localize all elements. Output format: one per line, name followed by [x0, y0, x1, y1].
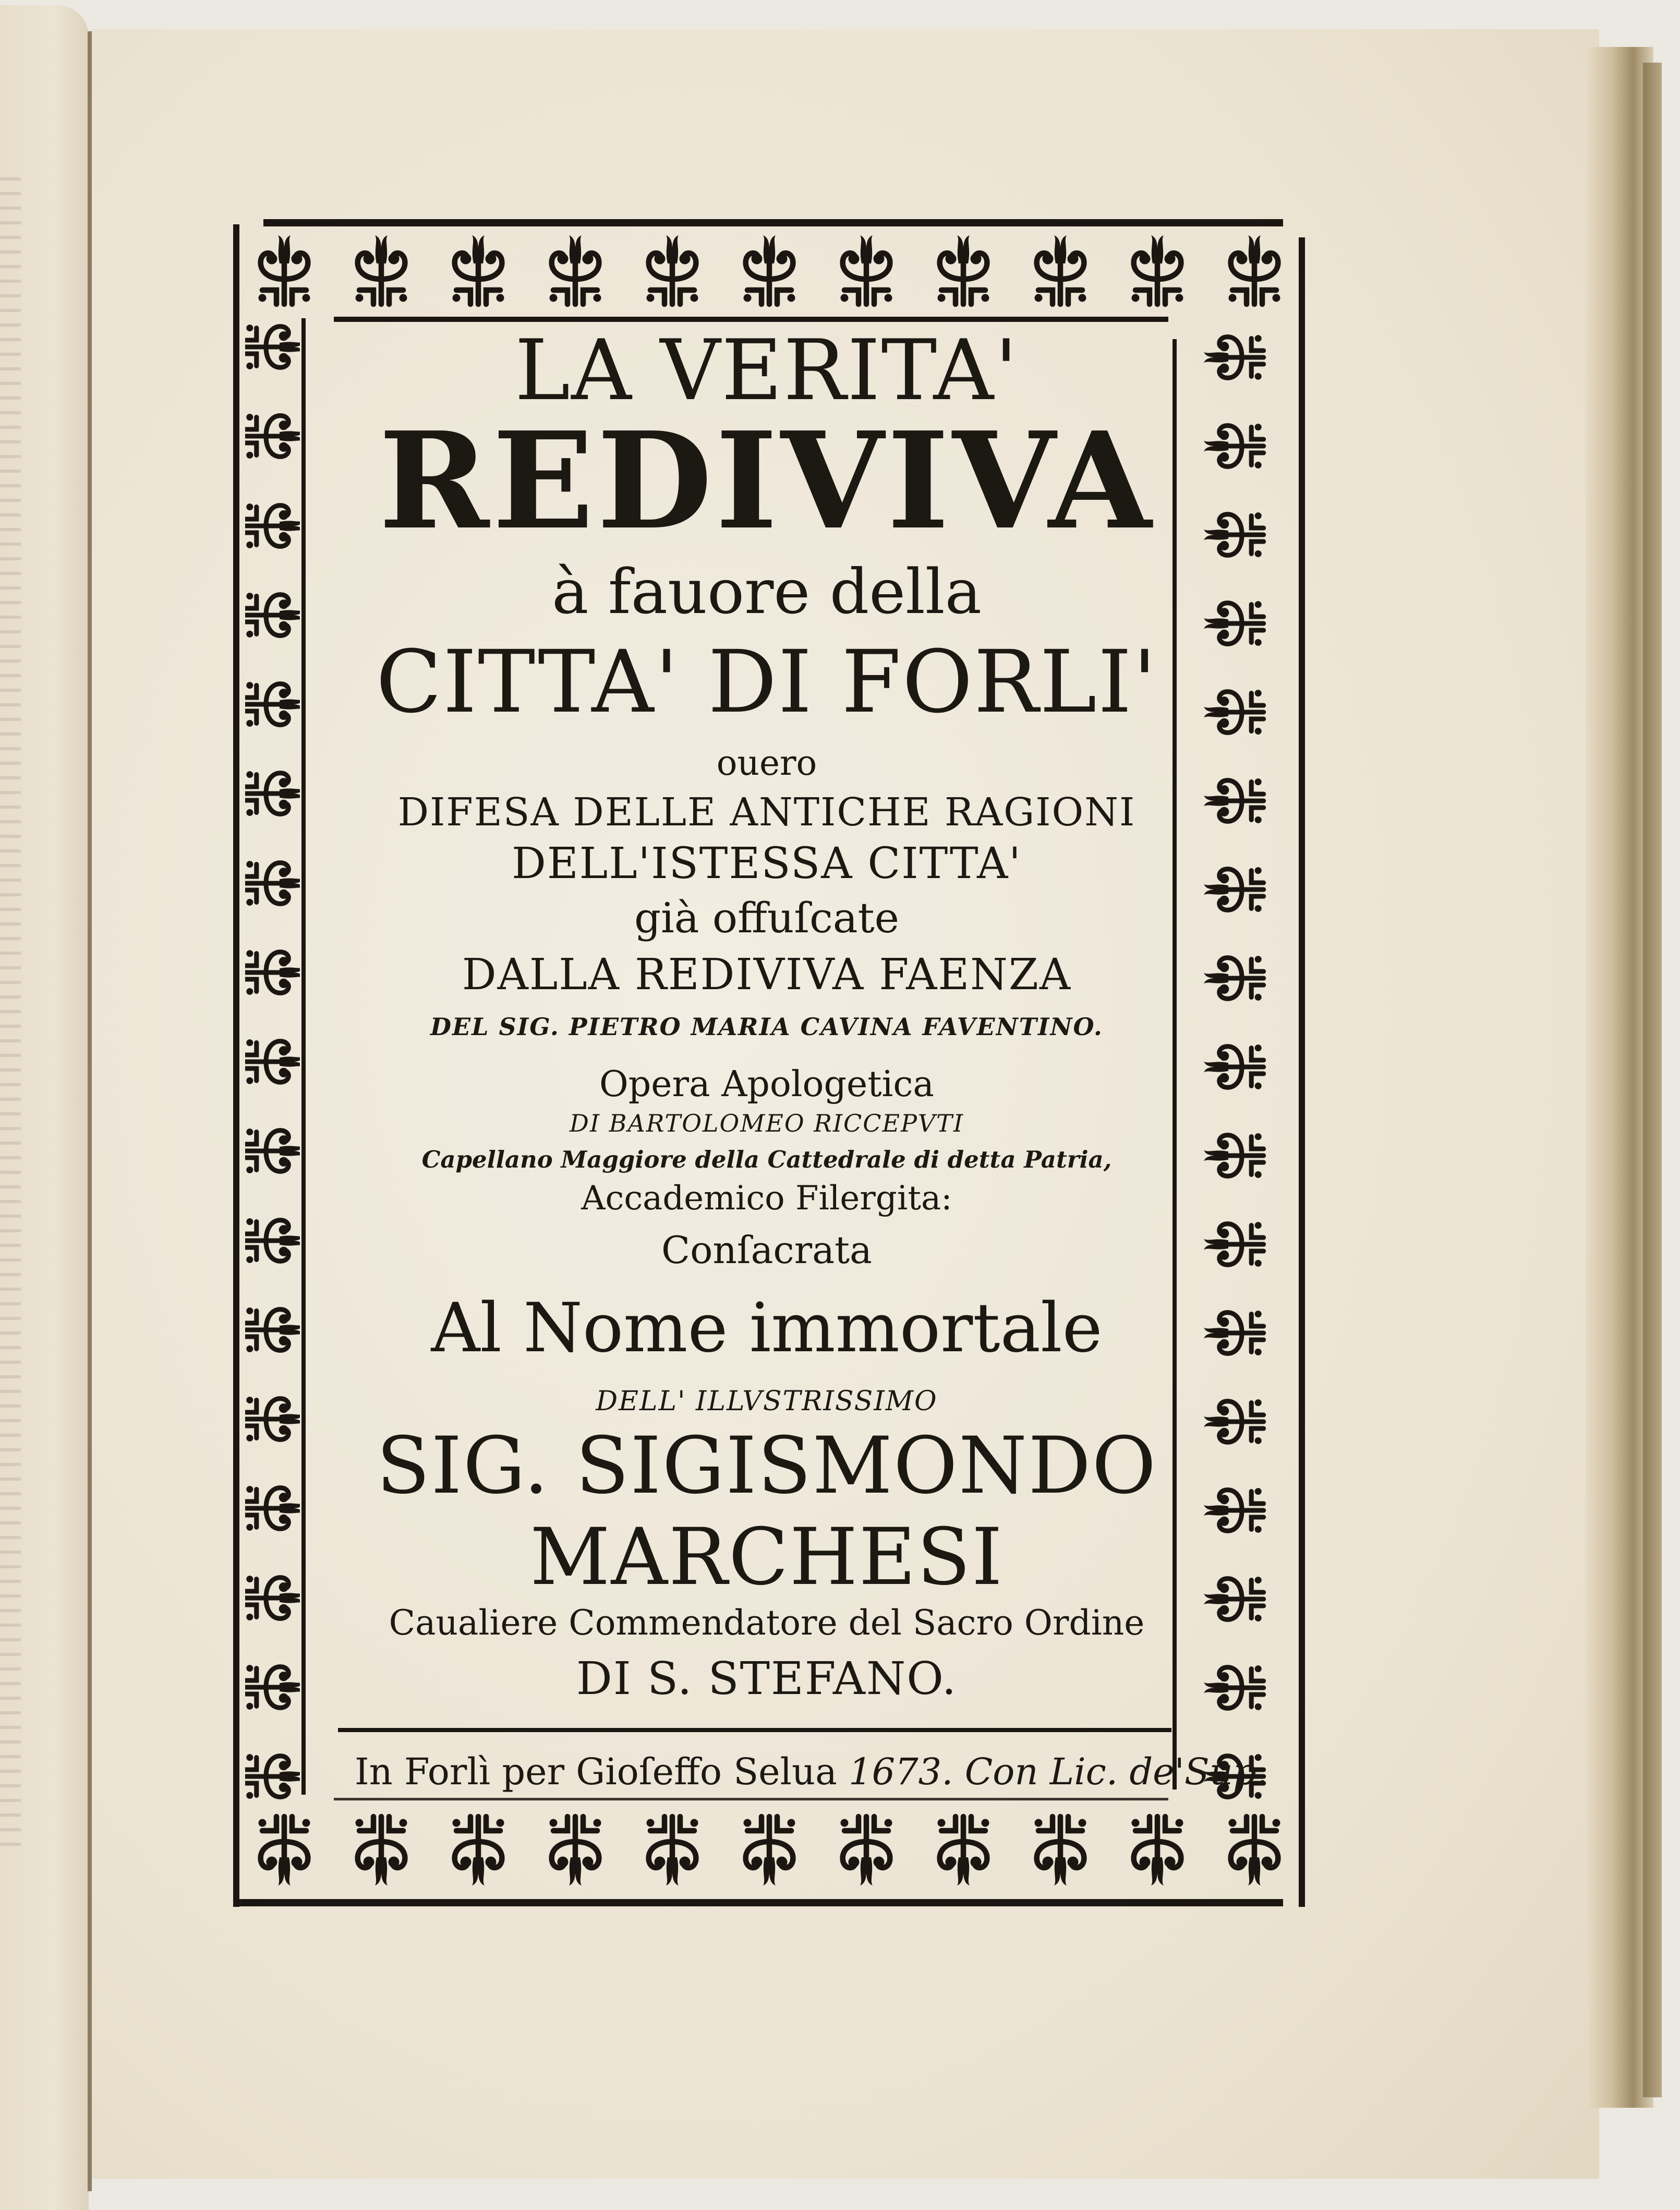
imprint-license: Con Lic. de'Sup. — [964, 1750, 1268, 1793]
scroll-ornament-icon — [245, 1743, 300, 1810]
scroll-ornament-icon — [245, 670, 300, 738]
facing-page — [0, 5, 89, 2210]
title-line-a-fauore-della: à fauore della — [552, 556, 982, 628]
scroll-ornament-icon — [245, 1207, 300, 1275]
frame-inner-left-rule — [301, 318, 306, 1795]
ornament-band-bottom — [245, 1810, 1294, 1889]
scroll-ornament-icon — [1201, 1033, 1269, 1101]
imprint-top-rule — [338, 1728, 1171, 1732]
scroll-ornament-icon — [342, 1810, 420, 1889]
title-line-difesa: DIFESA DELLE ANTICHE RAGIONI — [397, 790, 1136, 835]
scroll-ornament-icon — [245, 1296, 300, 1364]
scroll-ornament-icon — [536, 1810, 614, 1889]
scroll-ornament-icon — [1201, 678, 1269, 746]
title-line-al-nome-immortale: Al Nome immortale — [431, 1288, 1103, 1367]
page-fore-edge-shadow — [1643, 63, 1662, 2097]
title-line-marchesi: MARCHESI — [530, 1512, 1004, 1603]
scroll-ornament-icon — [1118, 232, 1196, 310]
scroll-ornament-icon — [245, 939, 300, 1006]
scroll-ornament-icon — [245, 849, 300, 917]
scroll-ornament-icon — [439, 232, 517, 310]
title-line-rediviva: REDIVIVA — [379, 403, 1155, 559]
frame-outer-left-rule — [233, 224, 239, 1907]
book-gutter — [88, 31, 92, 2191]
scroll-ornament-icon — [245, 1028, 300, 1096]
scroll-ornament-icon — [1201, 856, 1269, 923]
title-text-block — [344, 313, 1189, 1722]
scroll-ornament-icon — [245, 1117, 300, 1185]
title-line-caualiere: Caualiere Commendatore del Sacro Ordine — [389, 1603, 1145, 1643]
scroll-ornament-icon — [924, 232, 1002, 310]
scroll-ornament-icon — [1201, 1654, 1269, 1722]
title-line-sig-sigismondo: SIG. SIGISMONDO — [376, 1421, 1157, 1511]
scroll-ornament-icon — [1201, 1565, 1269, 1633]
scroll-ornament-icon — [1201, 501, 1269, 569]
scroll-ornament-icon — [1201, 1388, 1269, 1456]
scroll-ornament-icon — [245, 402, 300, 470]
imprint-bottom-rule — [334, 1798, 1168, 1800]
title-line-di-s-stefano: DI S. STEFANO. — [576, 1653, 958, 1705]
title-line-la-verita: LA VERITA' — [514, 321, 1019, 419]
title-line-gia-offuscate: già offuſcate — [634, 894, 900, 942]
scroll-ornament-icon — [245, 1653, 300, 1721]
title-line-opera-apologetica: Opera Apologetica — [599, 1064, 934, 1105]
scroll-ornament-icon — [1201, 767, 1269, 835]
frame-outer-top-rule — [263, 219, 1283, 226]
scroll-ornament-icon — [245, 581, 300, 649]
title-line-accademico: Accademico Filergita: — [581, 1179, 952, 1218]
ornament-band-left — [245, 313, 300, 1810]
scroll-ornament-icon — [245, 1474, 300, 1542]
title-line-dell-illustrissimo: DELL' ILLVSTRISSIMO — [596, 1386, 938, 1417]
title-line-ouero: ouero — [716, 743, 817, 783]
ornament-band-top — [245, 232, 1294, 310]
imprint-year: 1673. — [849, 1750, 953, 1793]
frame-outer-right-rule — [1299, 237, 1305, 1907]
scroll-ornament-icon — [1201, 590, 1269, 657]
scroll-ornament-icon — [827, 232, 905, 310]
scroll-ornament-icon — [827, 1810, 905, 1889]
title-line-dalla-rediviva-faenza: DALLA REDIVIVA FAENZA — [462, 950, 1072, 1000]
title-line-citta-di-forli: CITTA' DI FORLI' — [376, 632, 1158, 732]
scroll-ornament-icon — [245, 760, 300, 827]
scroll-ornament-icon — [1215, 1810, 1294, 1889]
show-through-text — [0, 177, 21, 1847]
scroll-ornament-icon — [730, 232, 808, 310]
scroll-ornament-icon — [1201, 1299, 1269, 1367]
title-line-capellano: Capellano Maggiore della Cattedrale di detta Patria, — [421, 1146, 1112, 1173]
scroll-ornament-icon — [245, 1564, 300, 1632]
scroll-ornament-icon — [730, 1810, 808, 1889]
scroll-ornament-icon — [342, 232, 420, 310]
scroll-ornament-icon — [633, 1810, 711, 1889]
scroll-ornament-icon — [1021, 232, 1099, 310]
imprint-line — [355, 1750, 1268, 1793]
scroll-ornament-icon — [245, 232, 323, 310]
scroll-ornament-icon — [536, 232, 614, 310]
scroll-ornament-icon — [1021, 1810, 1099, 1889]
title-line-consacrata: Conſacrata — [661, 1228, 872, 1272]
scroll-ornament-icon — [439, 1810, 517, 1889]
title-line-del-sig-pietro: DEL SIG. PIETRO MARIA CAVINA FAVENTINO. — [430, 1013, 1103, 1041]
scroll-ornament-icon — [245, 1385, 300, 1453]
scroll-ornament-icon — [1201, 1122, 1269, 1190]
imprint-place-printer: In Forlì per Gioſeffo Selua — [355, 1750, 837, 1793]
scroll-ornament-icon — [245, 492, 300, 560]
scroll-ornament-icon — [1201, 323, 1269, 391]
frame-outer-bottom-rule — [235, 1899, 1283, 1906]
ornament-band-right — [1179, 323, 1291, 1810]
scroll-ornament-icon — [1215, 232, 1294, 310]
scroll-ornament-icon — [924, 1810, 1002, 1889]
scroll-ornament-icon — [633, 232, 711, 310]
scroll-ornament-icon — [1201, 1476, 1269, 1544]
title-line-di-bartolomeo: DI BARTOLOMEO RICCEPVTI — [570, 1109, 964, 1137]
scroll-ornament-icon — [1118, 1810, 1196, 1889]
scroll-ornament-icon — [245, 313, 300, 381]
scroll-ornament-icon — [1201, 412, 1269, 480]
scroll-ornament-icon — [1201, 944, 1269, 1012]
scroll-ornament-icon — [1201, 1210, 1269, 1278]
scroll-ornament-icon — [245, 1810, 323, 1889]
title-line-dell-istessa-citta: DELL'ISTESSA CITTA' — [512, 839, 1022, 888]
